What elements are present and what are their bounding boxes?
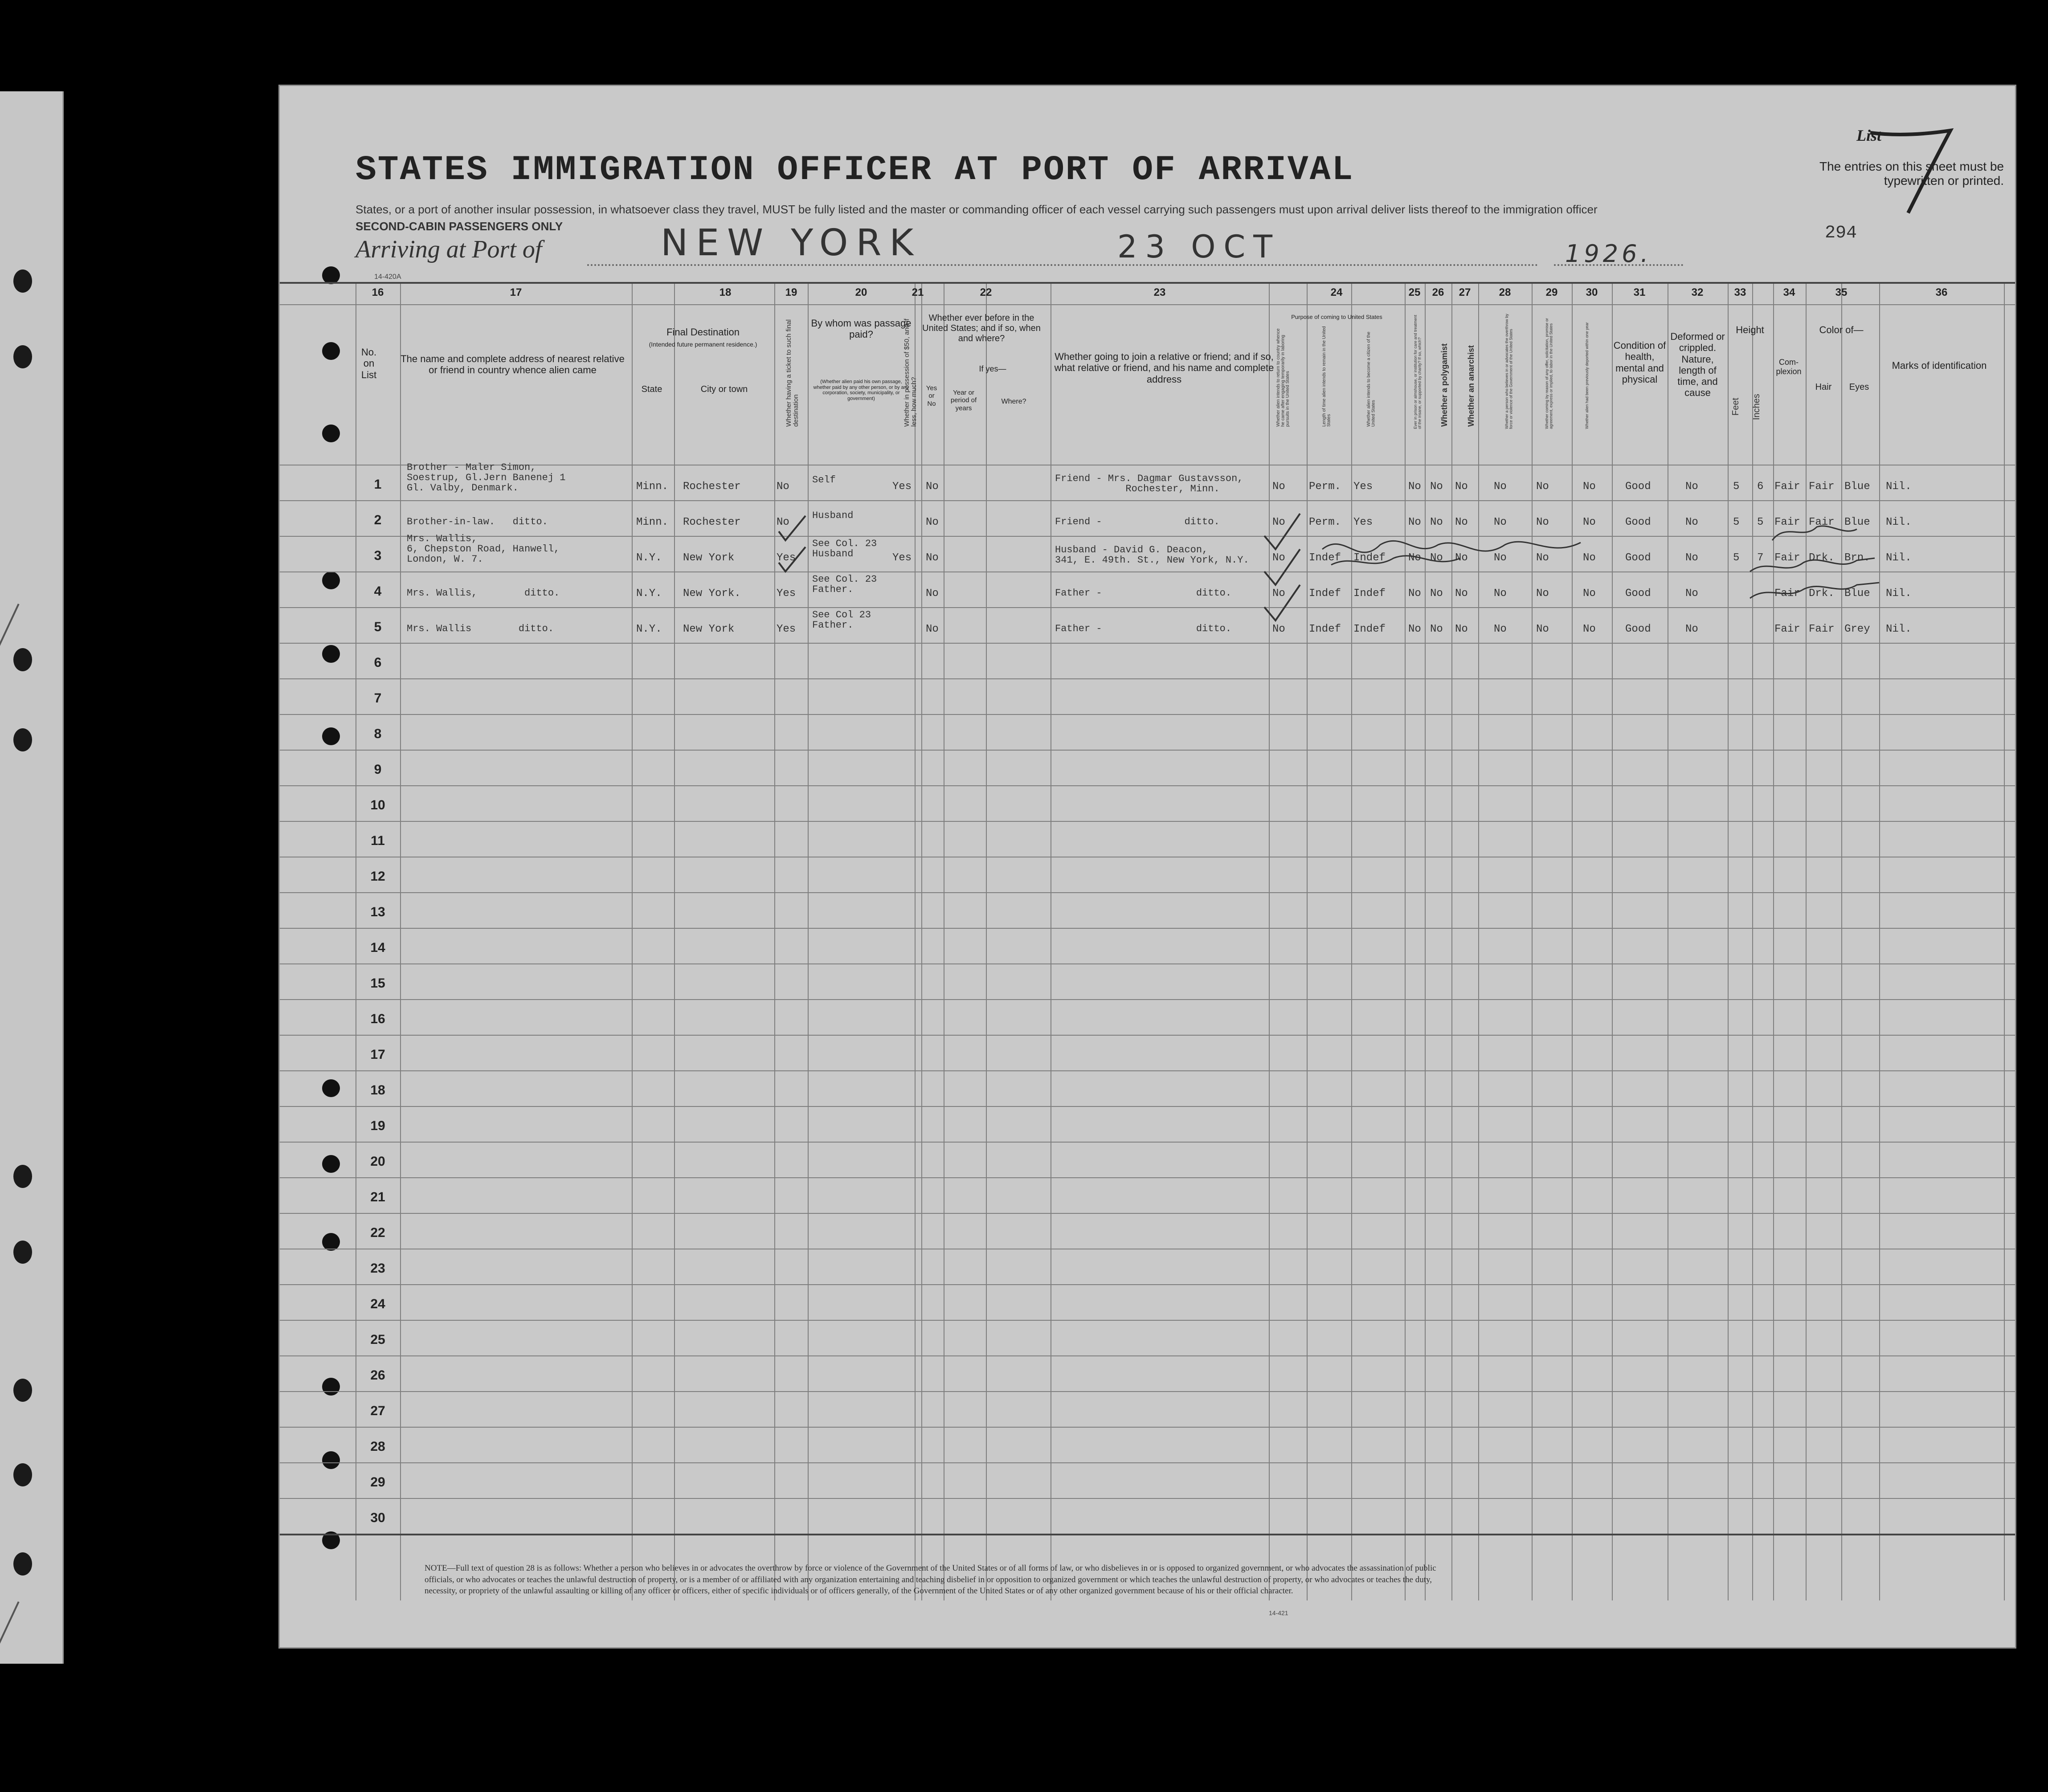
- cell-eyes: Blue: [1844, 481, 1870, 493]
- list-note: The entries on this sheet must be typewritten or printed.: [1819, 159, 2004, 188]
- cell-citizen: Indef: [1353, 588, 1386, 600]
- cell-deported: No: [1583, 552, 1596, 564]
- col-22-yesno: Yes or No: [926, 384, 937, 408]
- row-rule: [280, 750, 2015, 751]
- col-33-header: Height: [1736, 324, 1764, 335]
- col-17-header: The name and complete address of nearest relative or friend in country whence alien came: [401, 353, 625, 376]
- cell-citizen: Indef: [1353, 623, 1386, 635]
- cell-join: Husband - David G. Deacon, 341, E. 49th. St., New York, N.Y.: [1055, 544, 1249, 566]
- cell-offer: No: [1536, 552, 1549, 564]
- col-29-header: Whether coming by reason of any offer, solicitation, promise or agreement, express or implied, to labor in the United States: [1545, 318, 1553, 429]
- cell-polygamist: No: [1430, 588, 1443, 600]
- cell-marks: Nil.: [1886, 552, 1912, 564]
- cell-marks: Nil.: [1886, 623, 1912, 635]
- col-33-inches: Inches: [1752, 394, 1762, 420]
- cell-deformed: No: [1685, 516, 1698, 528]
- manifest-sheet: [278, 85, 2016, 1649]
- manifest-table: [280, 282, 2015, 1600]
- col-20-header: By whom was passage paid?: [811, 318, 912, 340]
- row-rule: [280, 1391, 2015, 1392]
- col-35-eyes: Eyes: [1849, 382, 1869, 392]
- cell-city: Rochester: [683, 481, 741, 493]
- col-23-header: Whether going to join a relative or friend; and if so, what relative or friend, and his name and complete address: [1054, 351, 1274, 385]
- col-18-header: Final Destination: [666, 327, 740, 338]
- column-number: 21: [912, 286, 924, 298]
- footnote-code: 14-421: [1269, 1609, 1288, 1616]
- row-rule: [280, 785, 2015, 786]
- row-number: 6: [374, 655, 382, 670]
- port-dotted-line: [587, 264, 1538, 266]
- cell-hair: Fair: [1809, 481, 1835, 493]
- column-rule: [1532, 282, 1533, 1600]
- binder-hole: [13, 728, 32, 751]
- binder-hole: [13, 269, 32, 293]
- column-rule: [1425, 282, 1426, 1600]
- cell-prison: No: [1408, 623, 1421, 635]
- cell-complexion: Fair: [1774, 588, 1800, 600]
- cell-ticket: Yes: [777, 588, 796, 600]
- col-22-ifyes: If yes—: [979, 364, 1006, 373]
- column-rule: [400, 282, 401, 1600]
- cell-overthrow: No: [1494, 552, 1507, 564]
- cell-relative: Mrs. Wallis, 6, Chepston Road, Hanwell, London, W. 7.: [407, 533, 560, 565]
- form-instructions: States, or a port of another insular possession, in whatsoever class they travel, MUST be fully listed and the master or commanding officer of each vessel carrying such passengers must upon arrival deliver lists thereof to the immigration officer: [356, 203, 1598, 216]
- row-rule: [280, 1534, 2015, 1535]
- col-19-header: Whether having a ticket to such final destination: [785, 319, 800, 427]
- cell-relative: Brother-in-law. ditto.: [407, 516, 548, 527]
- col-24c-header: Whether alien intends to become a citizen of the United States: [1366, 331, 1376, 427]
- row-rule: [280, 643, 2015, 644]
- passenger-class: SECOND-CABIN PASSENGERS ONLY: [356, 220, 563, 233]
- cell-complexion: Fair: [1774, 516, 1800, 528]
- cell-deported: No: [1583, 588, 1596, 600]
- column-number: 35: [1835, 286, 1848, 298]
- cell-deformed: No: [1685, 481, 1698, 493]
- cell-offer: No: [1536, 481, 1549, 493]
- cell-return: No: [1272, 588, 1285, 600]
- cell-prison: No: [1408, 552, 1421, 564]
- row-rule: [280, 1462, 2015, 1463]
- cell-hair: Fair: [1809, 516, 1835, 528]
- row-number: 26: [370, 1368, 385, 1383]
- column-rule: [1728, 282, 1729, 1600]
- row-number: 8: [374, 727, 382, 741]
- column-rule: [774, 282, 775, 1600]
- cell-health: Good: [1625, 623, 1651, 635]
- row-rule: [280, 678, 2015, 679]
- row-number: 17: [370, 1047, 385, 1062]
- column-rule: [1307, 282, 1308, 1600]
- row-number: 11: [371, 833, 385, 848]
- column-rule: [808, 282, 809, 1600]
- column-number: 29: [1545, 286, 1558, 298]
- arriving-label: Arriving at Port of: [356, 236, 542, 263]
- cell-city: Rochester: [683, 516, 741, 528]
- binder-hole: [13, 1552, 32, 1576]
- column-rule: [1351, 282, 1352, 1600]
- cell-overthrow: No: [1494, 481, 1507, 493]
- row-number: 9: [374, 762, 382, 777]
- cell-length: Indef: [1309, 552, 1341, 564]
- row-rule: [280, 607, 2015, 608]
- cell-overthrow: No: [1494, 516, 1507, 528]
- col-31-header: Condition of health, mental and physical: [1613, 340, 1666, 385]
- cell-eyes: Brn.: [1844, 552, 1870, 564]
- cell-inches: 6: [1757, 481, 1764, 493]
- cell-prison: No: [1408, 516, 1421, 528]
- cell-overthrow: No: [1494, 588, 1507, 600]
- cell-anarchist: No: [1455, 623, 1468, 635]
- cell-state: N.Y.: [636, 588, 662, 600]
- cell-feet: 5: [1733, 516, 1740, 528]
- cell-prison: No: [1408, 481, 1421, 493]
- cell-overthrow: No: [1494, 623, 1507, 635]
- row-number: 21: [370, 1190, 385, 1204]
- col-26-header: Whether a polygamist: [1440, 343, 1449, 427]
- cell-complexion: Fair: [1774, 481, 1800, 493]
- cell-ticket: Yes: [777, 552, 796, 564]
- handwritten-annotation: [1741, 522, 1893, 603]
- cell-feet: 5: [1733, 481, 1740, 493]
- form-code: 14-420A: [374, 273, 401, 281]
- column-rule: [1451, 282, 1452, 1600]
- column-number: 28: [1499, 286, 1511, 298]
- list-label: List: [1856, 127, 1881, 144]
- cell-relative: Mrs. Wallis ditto.: [407, 623, 554, 634]
- cell-health: Good: [1625, 481, 1651, 493]
- row-rule: [280, 963, 2015, 964]
- column-number: 22: [980, 286, 992, 298]
- col-24-header: Purpose of coming to United States: [1291, 314, 1382, 320]
- cell-complexion: Fair: [1774, 552, 1800, 564]
- row-rule: [280, 928, 2015, 929]
- column-number: 24: [1330, 286, 1343, 298]
- binder-hole: [13, 1165, 32, 1188]
- row-rule: [280, 1427, 2015, 1428]
- date-handwritten: 23 OCT: [1117, 229, 1281, 265]
- cell-ticket: Yes: [777, 623, 796, 635]
- column-rule: [1572, 282, 1573, 1600]
- column-rule: [1405, 282, 1406, 1600]
- row-number: 1: [374, 477, 382, 492]
- column-number: 36: [1935, 286, 1948, 298]
- cell-offer: No: [1536, 623, 1549, 635]
- row-number: 30: [370, 1510, 385, 1525]
- check-marks: [1255, 509, 1304, 625]
- cell-polygamist: No: [1430, 623, 1443, 635]
- col-35-header: Color of—: [1819, 324, 1864, 335]
- row-number: 18: [370, 1083, 385, 1098]
- port-handwritten: NEW YORK: [661, 222, 922, 264]
- cell-before: No: [926, 552, 939, 564]
- binder-hole: [13, 1463, 32, 1486]
- column-number: 31: [1633, 286, 1646, 298]
- cell-join: Father - ditto.: [1055, 623, 1232, 634]
- col-22-header: Whether ever before in the United States; and if so, when and where?: [922, 313, 1041, 343]
- cell-anarchist: No: [1455, 552, 1468, 564]
- cell-anarchist: No: [1455, 588, 1468, 600]
- col-16-header: No. on List: [361, 347, 377, 380]
- cell-city: New York.: [683, 588, 741, 600]
- col-28-header: Whether a person who believes in or advocates the overthrow by force or violence of the Government of the United States: [1504, 314, 1513, 429]
- row-number: 15: [370, 976, 385, 991]
- row-number: 27: [370, 1404, 385, 1418]
- col-24b-header: Length of time alien intends to remain in the United States: [1322, 326, 1332, 427]
- cell-paid-by: Husband: [812, 510, 854, 521]
- cell-health: Good: [1625, 588, 1651, 600]
- cell-city: New York: [683, 623, 735, 635]
- row-rule: [280, 1177, 2015, 1178]
- row-rule: [280, 714, 2015, 715]
- col-33-feet: Feet: [1731, 397, 1741, 416]
- binder-hole: [13, 648, 32, 671]
- row-number: 23: [370, 1261, 385, 1276]
- cell-money: Yes: [892, 552, 912, 564]
- handwritten-annotation: [1318, 531, 1585, 571]
- column-number: 19: [785, 286, 797, 298]
- column-number: 27: [1459, 286, 1471, 298]
- row-rule: [280, 892, 2015, 893]
- cell-join: Father - ditto.: [1055, 588, 1232, 599]
- cell-citizen: Yes: [1353, 481, 1373, 493]
- row-number: 24: [370, 1297, 385, 1311]
- row-number: 4: [374, 584, 382, 599]
- row-rule: [280, 999, 2015, 1000]
- check-marks: [774, 514, 810, 603]
- cell-marks: Nil.: [1886, 588, 1912, 600]
- column-number: 25: [1408, 286, 1421, 298]
- col-36-header: Marks of identification: [1892, 360, 1987, 371]
- cell-paid-by: See Col. 23 Father.: [812, 574, 877, 596]
- row-number: 5: [374, 620, 382, 634]
- cell-citizen: Yes: [1353, 516, 1373, 528]
- binder-hole: [322, 266, 340, 284]
- col-22-where: Where?: [1001, 398, 1026, 405]
- cell-length: Indef: [1309, 623, 1341, 635]
- col-21-header: Whether in possession of $50, and if less, how much?: [903, 318, 918, 427]
- cell-eyes: Blue: [1844, 588, 1870, 600]
- row-number: 28: [370, 1439, 385, 1454]
- column-number: 30: [1586, 286, 1598, 298]
- cell-offer: No: [1536, 516, 1549, 528]
- cell-paid-by: See Col 23 Father.: [812, 609, 871, 631]
- cell-marks: Nil.: [1886, 516, 1912, 528]
- row-number: 22: [370, 1225, 385, 1240]
- column-rule: [915, 282, 916, 1600]
- cell-inches: 7: [1757, 552, 1764, 564]
- page-number: 294: [1824, 223, 1857, 243]
- col-18-note: (Intended future permanent residence.): [649, 341, 757, 348]
- column-rule: [1478, 282, 1479, 1600]
- cell-complexion: Fair: [1774, 623, 1800, 635]
- cell-eyes: Blue: [1844, 516, 1870, 528]
- row-rule: [280, 821, 2015, 822]
- row-number: 12: [370, 869, 385, 884]
- cell-paid-by: Self: [812, 474, 836, 486]
- column-number: 26: [1432, 286, 1444, 298]
- row-rule: [280, 500, 2015, 501]
- cell-length: Perm.: [1309, 516, 1341, 528]
- cell-state: N.Y.: [636, 552, 662, 564]
- row-number: 2: [374, 513, 382, 527]
- cell-length: Indef: [1309, 588, 1341, 600]
- column-rule: [1612, 282, 1613, 1600]
- column-number: 20: [855, 286, 867, 298]
- cell-ticket: No: [777, 481, 789, 493]
- row-rule: [280, 1142, 2015, 1143]
- cell-join: Friend - Mrs. Dagmar Gustavsson, Rochester, Minn.: [1055, 473, 1243, 495]
- year-handwritten: 1926.: [1565, 240, 1652, 268]
- header-rule: [280, 304, 2015, 305]
- cell-feet: 5: [1733, 552, 1740, 564]
- row-rule: [280, 1498, 2015, 1499]
- cell-polygamist: No: [1430, 481, 1443, 493]
- cell-relative: Mrs. Wallis, ditto.: [407, 588, 560, 599]
- cell-polygamist: No: [1430, 516, 1443, 528]
- row-number: 13: [370, 905, 385, 919]
- column-rule: [632, 282, 633, 1600]
- col-18-city: City or town: [700, 384, 748, 394]
- cell-return: No: [1272, 623, 1285, 635]
- row-rule: [280, 1035, 2015, 1036]
- cell-state: N.Y.: [636, 623, 662, 635]
- cell-hair: Drk.: [1809, 588, 1835, 600]
- form-title: STATES IMMIGRATION OFFICER AT PORT OF ARRIVAL: [356, 151, 1354, 190]
- cell-deported: No: [1583, 481, 1596, 493]
- cell-return: No: [1272, 552, 1285, 564]
- cell-before: No: [926, 516, 939, 528]
- column-rule: [674, 282, 675, 1600]
- row-number: 25: [370, 1332, 385, 1347]
- row-number: 16: [370, 1012, 385, 1026]
- column-number: 18: [719, 286, 732, 298]
- row-number: 14: [370, 940, 385, 955]
- cell-eyes: Grey: [1844, 623, 1870, 635]
- cell-before: No: [926, 481, 939, 493]
- col-22-year: Year or period of years: [950, 389, 977, 412]
- row-number: 19: [370, 1118, 385, 1133]
- cell-state: Minn.: [636, 481, 669, 493]
- column-rule: [1752, 282, 1753, 1600]
- cell-state: Minn.: [636, 516, 669, 528]
- col-24a-header: Whether alien intends to return to country whence he came after engaging temporarily in laboring pursuits in the United States: [1276, 328, 1290, 427]
- cell-health: Good: [1625, 552, 1651, 564]
- row-rule: [280, 1213, 2015, 1214]
- cell-hair: Fair: [1809, 623, 1835, 635]
- binder-hole: [13, 345, 32, 368]
- column-number: 17: [510, 286, 522, 298]
- cell-health: Good: [1625, 516, 1651, 528]
- column-number: 32: [1691, 286, 1704, 298]
- col-20-note: (Whether alien paid his own passage, whether paid by any other person, or by any corporation, society, municipality, or government): [813, 379, 909, 401]
- row-rule: [280, 1284, 2015, 1285]
- row-number: 29: [370, 1475, 385, 1490]
- cell-paid-by: See Col. 23 Husband: [812, 538, 877, 560]
- cell-offer: No: [1536, 588, 1549, 600]
- row-number: 20: [370, 1154, 385, 1169]
- header-rule: [280, 282, 2015, 284]
- cell-inches: 5: [1757, 516, 1764, 528]
- row-rule: [280, 1070, 2015, 1071]
- cell-deformed: No: [1685, 623, 1698, 635]
- cell-money: Yes: [892, 481, 912, 493]
- binder-hole: [13, 1379, 32, 1402]
- col-30-header: Whether alien had been previously deported within one year: [1585, 322, 1589, 429]
- col-27-header: Whether an anarchist: [1467, 345, 1476, 427]
- cell-hair: Drk.: [1809, 552, 1835, 564]
- cell-citizen: Indef: [1353, 552, 1386, 564]
- column-rule: [1879, 282, 1880, 1600]
- column-number: 16: [372, 286, 384, 298]
- footnote: NOTE—Full text of question 28 is as follows: Whether a person who believes in or advocates the overthrow by force or violence of the Government of the United States or of all forms of law, or who disbelieves in or is opposed to organized government, or who advocates the assassination of public officials, or who advocates or teaches the unlawful destruction of property, or is a member of or affiliated with any organization entertaining and teaching disbelief in or opposition to organized government or which teaches the unlawful destruction of property, or who advocates or teaches the duty, necessity, or propriety of the unlawful assaulting or killing of any officer or officers, either of specific individuals or of officers generally, of the Government of the United States or of any other organized government because of his or their official character.: [425, 1563, 1436, 1596]
- column-rule: [986, 282, 987, 1600]
- column-rule: [921, 282, 922, 1600]
- cell-ticket: No: [777, 516, 789, 528]
- pen-mark: [0, 1601, 20, 1663]
- column-rule: [1806, 282, 1807, 1600]
- column-rule: [1773, 282, 1774, 1600]
- cell-length: Perm.: [1309, 481, 1341, 493]
- cell-anarchist: No: [1455, 516, 1468, 528]
- col-34-header: Com-plexion: [1776, 358, 1802, 376]
- column-number: 33: [1734, 286, 1746, 298]
- col-35-hair: Hair: [1815, 382, 1832, 392]
- row-number: 7: [374, 691, 382, 706]
- cell-deported: No: [1583, 516, 1596, 528]
- row-number: 3: [374, 548, 382, 563]
- cell-return: No: [1272, 481, 1285, 493]
- cell-city: New York: [683, 552, 735, 564]
- column-number: 34: [1783, 286, 1795, 298]
- column-number: 23: [1153, 286, 1166, 298]
- column-rule: [1269, 282, 1270, 1600]
- cell-prison: No: [1408, 588, 1421, 600]
- cell-deformed: No: [1685, 588, 1698, 600]
- cell-deported: No: [1583, 623, 1596, 635]
- cell-marks: Nil.: [1886, 481, 1912, 493]
- cell-return: No: [1272, 516, 1285, 528]
- col-32-header: Deformed or crippled. Nature, length of time, and cause: [1670, 331, 1725, 399]
- cell-relative: Brother - Maler Simon, Soestrup, Gl.Jern Banenej 1 Gl. Valby, Denmark.: [407, 462, 566, 494]
- column-rule: [1841, 282, 1842, 1600]
- cell-deformed: No: [1685, 552, 1698, 564]
- row-rule: [280, 1320, 2015, 1321]
- cell-join: Friend - ditto.: [1055, 516, 1220, 527]
- cell-before: No: [926, 623, 939, 635]
- row-number: 10: [370, 798, 385, 812]
- col-25-header: Ever in prison or almshouse, or institution for care and treatment of the insane, or supported by charity? If so, which?: [1413, 314, 1422, 429]
- row-rule: [280, 1106, 2015, 1107]
- cell-anarchist: No: [1455, 481, 1468, 493]
- adjacent-page-edge: [0, 91, 64, 1664]
- col-18-state: State: [641, 384, 662, 394]
- row-rule: [280, 1355, 2015, 1356]
- cell-before: No: [926, 588, 939, 600]
- cell-polygamist: No: [1430, 552, 1443, 564]
- column-rule: [2004, 282, 2005, 1600]
- binder-hole: [13, 1241, 32, 1264]
